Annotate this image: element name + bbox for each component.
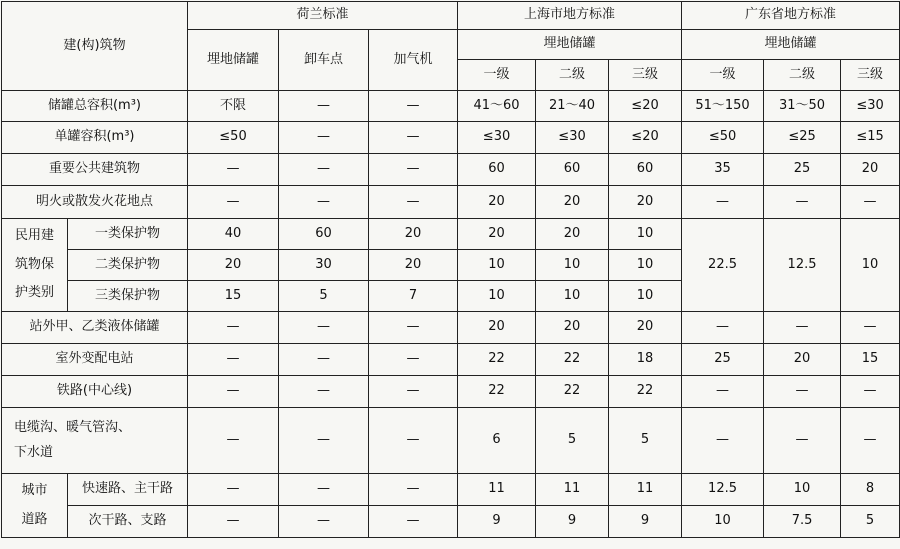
cell: 60	[609, 154, 682, 186]
cell: ≤20	[609, 122, 682, 154]
cell: 22	[536, 376, 609, 408]
civil-group-line-3: 护类别	[14, 285, 54, 301]
table-row	[2, 154, 900, 186]
cell: ≤50	[188, 122, 279, 154]
cell: 22	[536, 344, 609, 376]
row-label: 快速路、主干路	[68, 474, 188, 506]
table-row	[2, 506, 900, 538]
cell: —	[279, 122, 369, 154]
cell: 10	[841, 219, 900, 312]
cell: 41～60	[458, 91, 536, 122]
cell: —	[369, 408, 458, 474]
header-nl-dispenser: 加气机	[369, 30, 458, 91]
cell: 10	[458, 281, 536, 312]
trench-label-line-2: 下水道	[14, 444, 54, 460]
header-sh-buried-tank: 埋地储罐	[458, 30, 682, 60]
cell: ≤30	[536, 122, 609, 154]
cell: 21～40	[536, 91, 609, 122]
cell: 22	[458, 344, 536, 376]
header-nl-buried-tank: 埋地储罐	[188, 30, 279, 91]
road-group-line-2: 道路	[21, 511, 48, 527]
cell: ≤30	[841, 91, 900, 122]
cell: 20	[536, 219, 609, 250]
cell: —	[841, 408, 900, 474]
cell: 60	[458, 154, 536, 186]
cell: —	[682, 312, 764, 344]
cell: 7	[369, 281, 458, 312]
cell: —	[841, 376, 900, 408]
cell: 12.5	[682, 474, 764, 506]
table-row	[2, 344, 900, 376]
cell: 20	[764, 344, 841, 376]
header-netherlands: 荷兰标准	[188, 2, 458, 30]
cell: 15	[841, 344, 900, 376]
cell: 20	[841, 154, 900, 186]
cell: —	[279, 154, 369, 186]
cell: —	[279, 344, 369, 376]
cell: 25	[764, 154, 841, 186]
cell: —	[279, 376, 369, 408]
cell: 9	[458, 506, 536, 538]
table-row	[2, 376, 900, 408]
row-label: 二类保护物	[68, 250, 188, 281]
cell: —	[682, 408, 764, 474]
cell: —	[369, 376, 458, 408]
cell: 10	[609, 281, 682, 312]
cell: 22	[458, 376, 536, 408]
header-sh-grade-2: 二级	[536, 60, 609, 91]
cell: —	[279, 186, 369, 219]
table-row	[2, 408, 900, 474]
cell: —	[369, 154, 458, 186]
cell: —	[279, 312, 369, 344]
civil-buildings-group-label	[2, 219, 68, 312]
cell: ≤20	[609, 91, 682, 122]
cell: —	[369, 344, 458, 376]
cell: —	[369, 506, 458, 538]
cell: 51～150	[682, 91, 764, 122]
cell: 20	[609, 312, 682, 344]
cell: 10	[609, 250, 682, 281]
cell: 15	[188, 281, 279, 312]
cell: 20	[536, 186, 609, 219]
cell: —	[841, 312, 900, 344]
cell: 5	[279, 281, 369, 312]
cell: 25	[682, 344, 764, 376]
cell: —	[188, 154, 279, 186]
trench-label-line-1: 电缆沟、暖气管沟、	[14, 419, 132, 435]
header-sh-grade-1: 一级	[458, 60, 536, 91]
cell: 7.5	[764, 506, 841, 538]
cell: 20	[369, 219, 458, 250]
cell: ≤50	[682, 122, 764, 154]
table-row	[2, 219, 900, 250]
cell: —	[764, 312, 841, 344]
cell: —	[188, 186, 279, 219]
cell: 5	[536, 408, 609, 474]
cell: ≤30	[458, 122, 536, 154]
row-label: 三类保护物	[68, 281, 188, 312]
cell: 20	[188, 250, 279, 281]
cell: —	[279, 408, 369, 474]
cell: 22	[609, 376, 682, 408]
cell: 20	[458, 186, 536, 219]
cell: —	[188, 474, 279, 506]
header-building: 建(构)筑物	[2, 2, 188, 91]
cell: —	[188, 312, 279, 344]
cell: 20	[458, 312, 536, 344]
cell: 60	[279, 219, 369, 250]
header-gd-grade-2: 二级	[764, 60, 841, 91]
table-row	[2, 122, 900, 154]
cell: 18	[609, 344, 682, 376]
row-label: 次干路、支路	[68, 506, 188, 538]
civil-group-line-1: 民用建	[14, 228, 54, 244]
cell: —	[369, 312, 458, 344]
cell: 不限	[188, 91, 279, 122]
road-group-line-1: 城市	[21, 482, 48, 498]
row-label: 铁路(中心线)	[2, 376, 188, 408]
cell: —	[279, 506, 369, 538]
cell: —	[369, 122, 458, 154]
cell: 6	[458, 408, 536, 474]
distance-standards-table	[1, 1, 900, 538]
cell: —	[841, 186, 900, 219]
cell: —	[188, 506, 279, 538]
row-label-trench	[2, 408, 188, 474]
cell: 5	[609, 408, 682, 474]
cell: —	[682, 376, 764, 408]
header-gd-grade-1: 一级	[682, 60, 764, 91]
cell: 9	[536, 506, 609, 538]
cell: 12.5	[764, 219, 841, 312]
cell: 10	[609, 219, 682, 250]
cell: —	[369, 186, 458, 219]
row-label: 单罐容积(m³)	[2, 122, 188, 154]
cell: —	[764, 408, 841, 474]
cell: 10	[682, 506, 764, 538]
cell: 10	[536, 250, 609, 281]
cell: 11	[458, 474, 536, 506]
table-row	[2, 91, 900, 122]
cell: —	[764, 186, 841, 219]
table-row	[2, 312, 900, 344]
table-row	[2, 474, 900, 506]
cell: —	[369, 474, 458, 506]
row-label: 重要公共建筑物	[2, 154, 188, 186]
cell: 20	[369, 250, 458, 281]
row-label: 室外变配电站	[2, 344, 188, 376]
cell: 10	[536, 281, 609, 312]
cell: 8	[841, 474, 900, 506]
cell: 40	[188, 219, 279, 250]
cell: —	[188, 408, 279, 474]
row-label: 站外甲、乙类液体储罐	[2, 312, 188, 344]
cell: 11	[536, 474, 609, 506]
civil-group-line-2: 筑物保	[14, 256, 54, 272]
city-roads-group-label	[2, 474, 68, 538]
header-sh-grade-3: 三级	[609, 60, 682, 91]
cell: 20	[536, 312, 609, 344]
cell: 30	[279, 250, 369, 281]
row-label: 明火或散发火花地点	[2, 186, 188, 219]
cell: —	[279, 91, 369, 122]
cell: 20	[609, 186, 682, 219]
cell: 5	[841, 506, 900, 538]
row-label: 储罐总容积(m³)	[2, 91, 188, 122]
cell: —	[764, 376, 841, 408]
cell: 35	[682, 154, 764, 186]
cell: 10	[458, 250, 536, 281]
header-gd-buried-tank: 埋地储罐	[682, 30, 900, 60]
cell: ≤25	[764, 122, 841, 154]
cell: —	[682, 186, 764, 219]
cell: 9	[609, 506, 682, 538]
header-nl-unloading-point: 卸车点	[279, 30, 369, 91]
cell: ≤15	[841, 122, 900, 154]
table-row	[2, 186, 900, 219]
cell: 20	[458, 219, 536, 250]
cell: —	[279, 474, 369, 506]
cell: —	[369, 91, 458, 122]
cell: —	[188, 376, 279, 408]
cell: 11	[609, 474, 682, 506]
cell: 60	[536, 154, 609, 186]
cell: —	[188, 344, 279, 376]
row-label: 一类保护物	[68, 219, 188, 250]
header-shanghai: 上海市地方标准	[458, 2, 682, 30]
cell: 22.5	[682, 219, 764, 312]
cell: 10	[764, 474, 841, 506]
header-guangdong: 广东省地方标准	[682, 2, 900, 30]
header-gd-grade-3: 三级	[841, 60, 900, 91]
cell: 31～50	[764, 91, 841, 122]
